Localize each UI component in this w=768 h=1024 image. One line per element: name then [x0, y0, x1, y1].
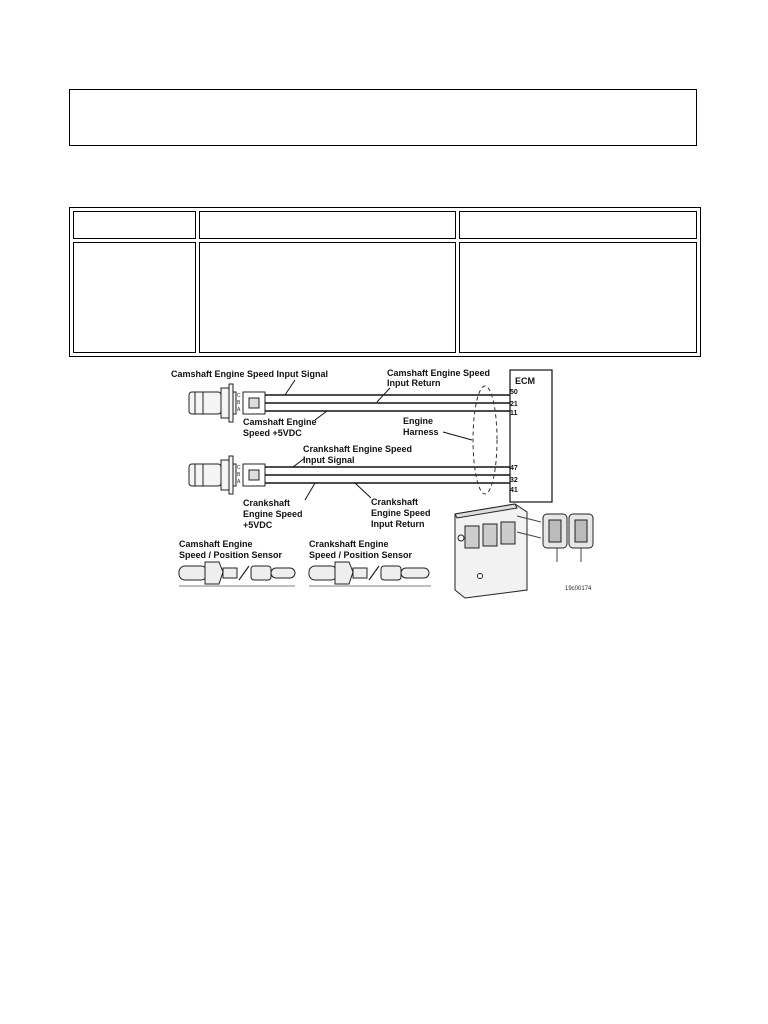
crankshaft-wires — [265, 467, 510, 483]
ecm-pin-11: 11 — [510, 410, 518, 417]
crank-input-label-2: Input Signal — [303, 455, 355, 465]
cam-input-return-label-1: Camshaft Engine Speed — [387, 368, 491, 378]
header-box — [69, 89, 697, 146]
wiring-diagram — [165, 362, 605, 602]
table-header-cell — [459, 211, 697, 239]
crank-5v-label-2: Engine Speed — [243, 509, 303, 519]
crank-return-label-3: Input Return — [371, 519, 425, 529]
engine-harness-outline — [473, 386, 497, 494]
harness-label-2: Harness — [403, 427, 439, 437]
ecm-pin-47: 47 — [510, 465, 518, 472]
cam-pin-c: C — [237, 393, 241, 399]
crank-sensor-illustration-icon — [309, 562, 431, 586]
cam-sensor-label-1: Camshaft Engine — [179, 539, 253, 549]
cam-5v-label-1: Camshaft Engine — [243, 417, 317, 427]
cam-input-signal-arrow — [285, 380, 295, 395]
cam-pin-a: A — [237, 407, 241, 413]
table-cell — [73, 242, 196, 353]
ecm-pin-21: 21 — [510, 401, 518, 408]
table-cell — [459, 242, 697, 353]
cam-sensor-label-2: Speed / Position Sensor — [179, 550, 283, 560]
crank-sensor-label-1: Crankshaft Engine — [309, 539, 389, 549]
harness-label-1: Engine — [403, 416, 434, 426]
table-cell — [199, 242, 456, 353]
crank-pin-c: C — [237, 465, 241, 471]
crankshaft-sensor-icon — [189, 456, 265, 494]
crank-pin-a: A — [237, 479, 241, 485]
ecm-module-illustration-icon — [455, 504, 593, 598]
crank-pin-b: B — [237, 472, 241, 478]
table-header-cell — [199, 211, 456, 239]
table-row — [73, 242, 697, 353]
spec-table — [69, 207, 701, 357]
crank-5v-label-3: +5VDC — [243, 520, 273, 530]
crank-input-label-1: Crankshaft Engine Speed — [303, 444, 413, 454]
harness-arrow — [443, 432, 472, 440]
crank-5v-arrow — [305, 483, 315, 500]
crank-sensor-label-2: Speed / Position Sensor — [309, 550, 413, 560]
crank-return-label-2: Engine Speed — [371, 508, 431, 518]
ecm-pin-41: 41 — [510, 487, 518, 494]
ecm-label: ECM — [515, 376, 535, 386]
camshaft-wires — [265, 395, 510, 411]
figure-id: 19c00174 — [565, 586, 592, 592]
cam-sensor-illustration-icon — [179, 562, 295, 586]
cam-input-signal-label: Camshaft Engine Speed Input Signal — [171, 369, 329, 379]
crank-return-label-1: Crankshaft — [371, 497, 419, 507]
table-header-cell — [73, 211, 196, 239]
cam-input-return-label-2: Input Return — [387, 378, 441, 388]
crank-return-arrow — [355, 483, 371, 498]
cam-pin-b: B — [237, 400, 241, 406]
crank-5v-label-1: Crankshaft — [243, 498, 291, 508]
cam-5v-label-2: Speed +5VDC — [243, 428, 302, 438]
cam-5v-arrow — [315, 411, 327, 420]
ecm-pin-50: 50 — [510, 389, 518, 396]
ecm-pin-32: 32 — [510, 477, 518, 484]
table-header-row — [73, 211, 697, 239]
